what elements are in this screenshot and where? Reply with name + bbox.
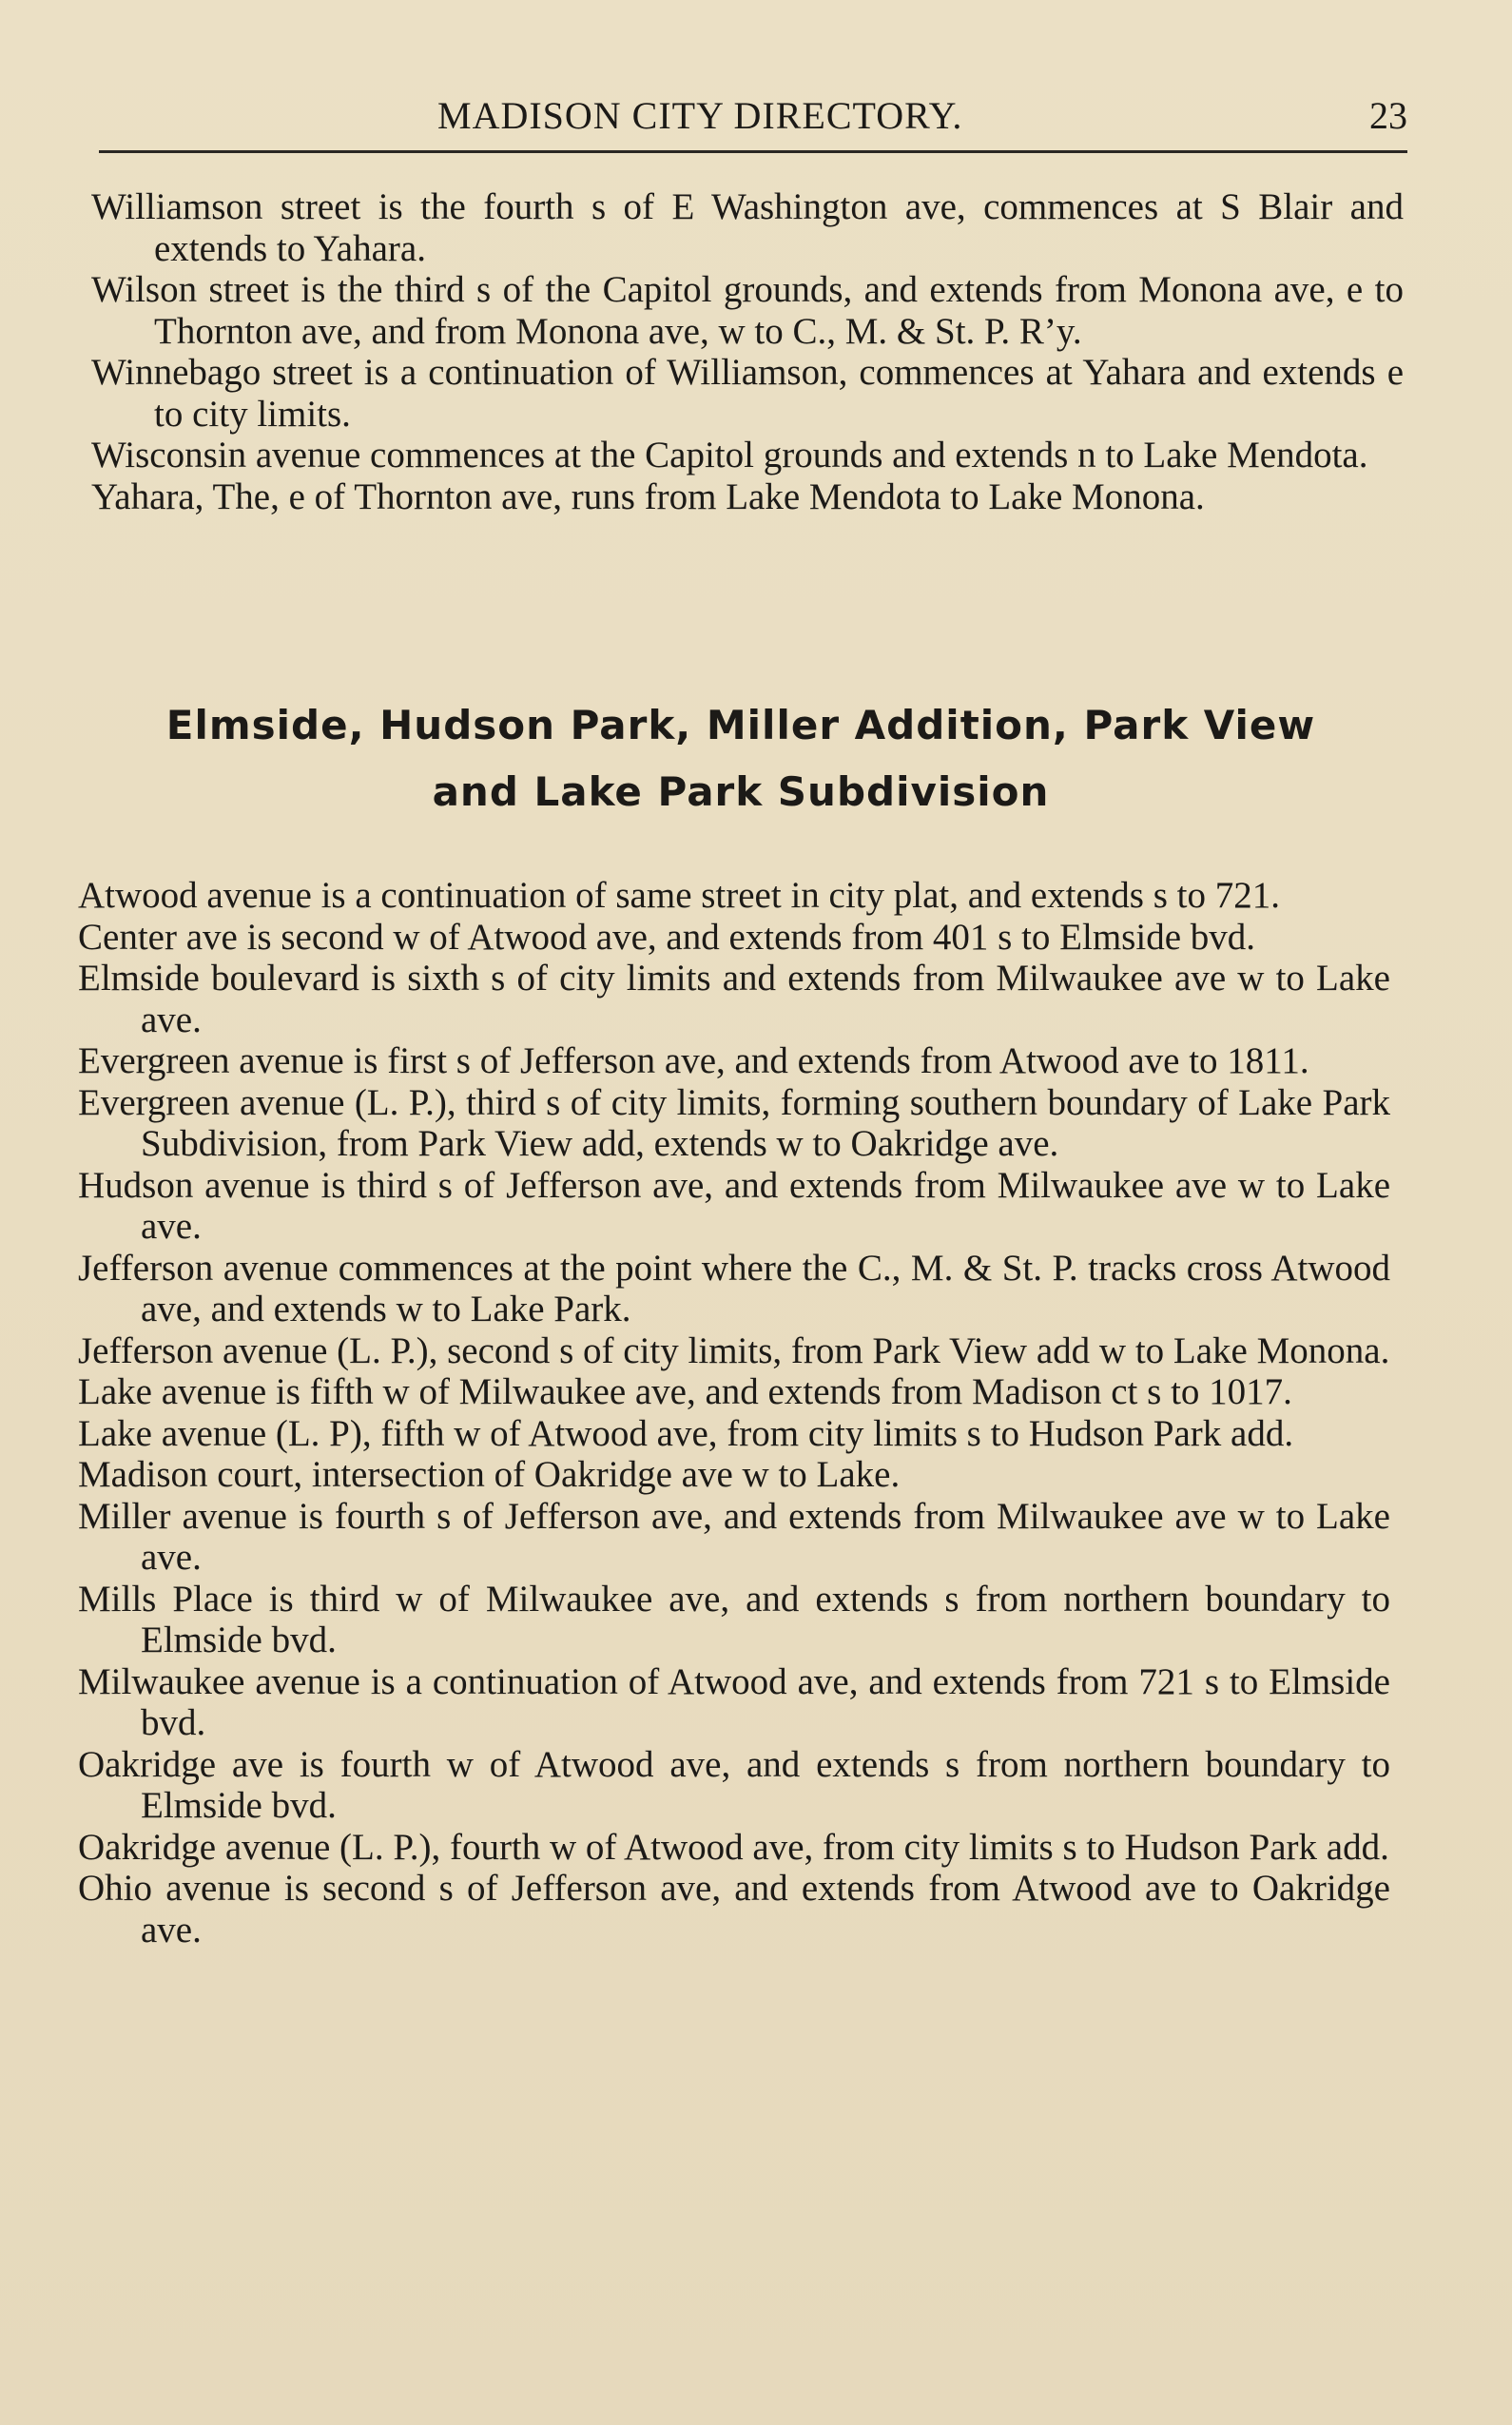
street-entry: Wilson street is the third s of the Capitol grounds, and extends from Monona ave, e to Thornton ave, and from Monona ave, w to C., M. & St. P. R’y.	[91, 269, 1404, 352]
street-entry: Oakridge avenue (L. P.), fourth w of Atwood ave, from city limits s to Hudson Park add.	[78, 1826, 1389, 1868]
page-header	[95, 87, 1407, 145]
street-entry: Yahara, The, e of Thornton ave, runs from Lake Mendota to Lake Monona.	[91, 475, 1205, 517]
street-entry: Wisconsin avenue commences at the Capitol grounds and extends n to Lake Mendota.	[91, 435, 1368, 475]
street-entry: Madison court, intersection of Oakridge ave w to Lake.	[78, 1454, 901, 1495]
street-entry: Hudson avenue is third s of Jefferson ave, and extends from Milwaukee ave w to Lake ave.	[78, 1164, 1390, 1247]
header-rule	[99, 150, 1407, 153]
street-entry: Winnebago street is a continuation of Williamson, commences at Yahara and extends e to city limits.	[91, 352, 1404, 435]
street-entry: Elmside boulevard is sixth s of city limits and extends from Milwaukee ave w to Lake ave.	[78, 958, 1390, 1040]
street-entry: Evergreen avenue is first s of Jefferson ave, and extends from Atwood ave to 1811.	[78, 1040, 1309, 1081]
street-entry: Evergreen avenue (L. P.), third s of city limits, forming southern boundary of Lake Park Subdivision, from Park View add, extends w to Oakridge ave.	[78, 1081, 1390, 1164]
street-entry: Jefferson avenue (L. P.), second s of city limits, from Park View add w to Lake Monona.	[78, 1329, 1390, 1371]
street-entry: Williamson street is the fourth s of E Washington ave, commences at S Blair and extends to Yahara.	[91, 186, 1404, 269]
street-entry: Center ave is second w of Atwood ave, and extends from 401 s to Elmside bvd.	[78, 916, 1256, 958]
street-entry: Milwaukee avenue is a continuation of Atwood ave, and extends from 721 s to Elmside bvd.	[78, 1660, 1390, 1743]
street-entry: Oakridge ave is fourth w of Atwood ave, and extends s from northern boundary to Elmside bvd.	[78, 1743, 1390, 1826]
street-list-section-1	[91, 186, 1404, 517]
section-heading-line-1: Elmside, Hudson Park, Miller Addition, Park View	[165, 702, 1316, 748]
page-number: 23	[1369, 94, 1407, 137]
street-list-section-2	[78, 875, 1390, 1950]
street-entry: Atwood avenue is a continuation of same street in city plat, and extends s to 721.	[78, 875, 1280, 916]
running-title: MADISON CITY DIRECTORY.	[437, 94, 963, 137]
street-entry: Jefferson avenue commences at the point where the C., M. & St. P. tracks cross Atwood ave, and extends w to Lake Park.	[78, 1247, 1390, 1329]
street-entry: Ohio avenue is second s of Jefferson ave, and extends from Atwood ave to Oakridge ave.	[78, 1868, 1390, 1950]
street-entry: Mills Place is third w of Milwaukee ave, and extends s from northern boundary to Elmside bvd.	[78, 1578, 1390, 1660]
section-heading-line-2: and Lake Park Subdivision	[432, 768, 1050, 815]
street-entry: Miller avenue is fourth s of Jefferson ave, and extends from Milwaukee ave w to Lake ave.	[78, 1495, 1390, 1578]
street-entry: Lake avenue is fifth w of Milwaukee ave, and extends from Madison ct s to 1017.	[78, 1371, 1292, 1412]
street-entry: Lake avenue (L. P), fifth w of Atwood ave, from city limits s to Hudson Park add.	[78, 1412, 1294, 1454]
